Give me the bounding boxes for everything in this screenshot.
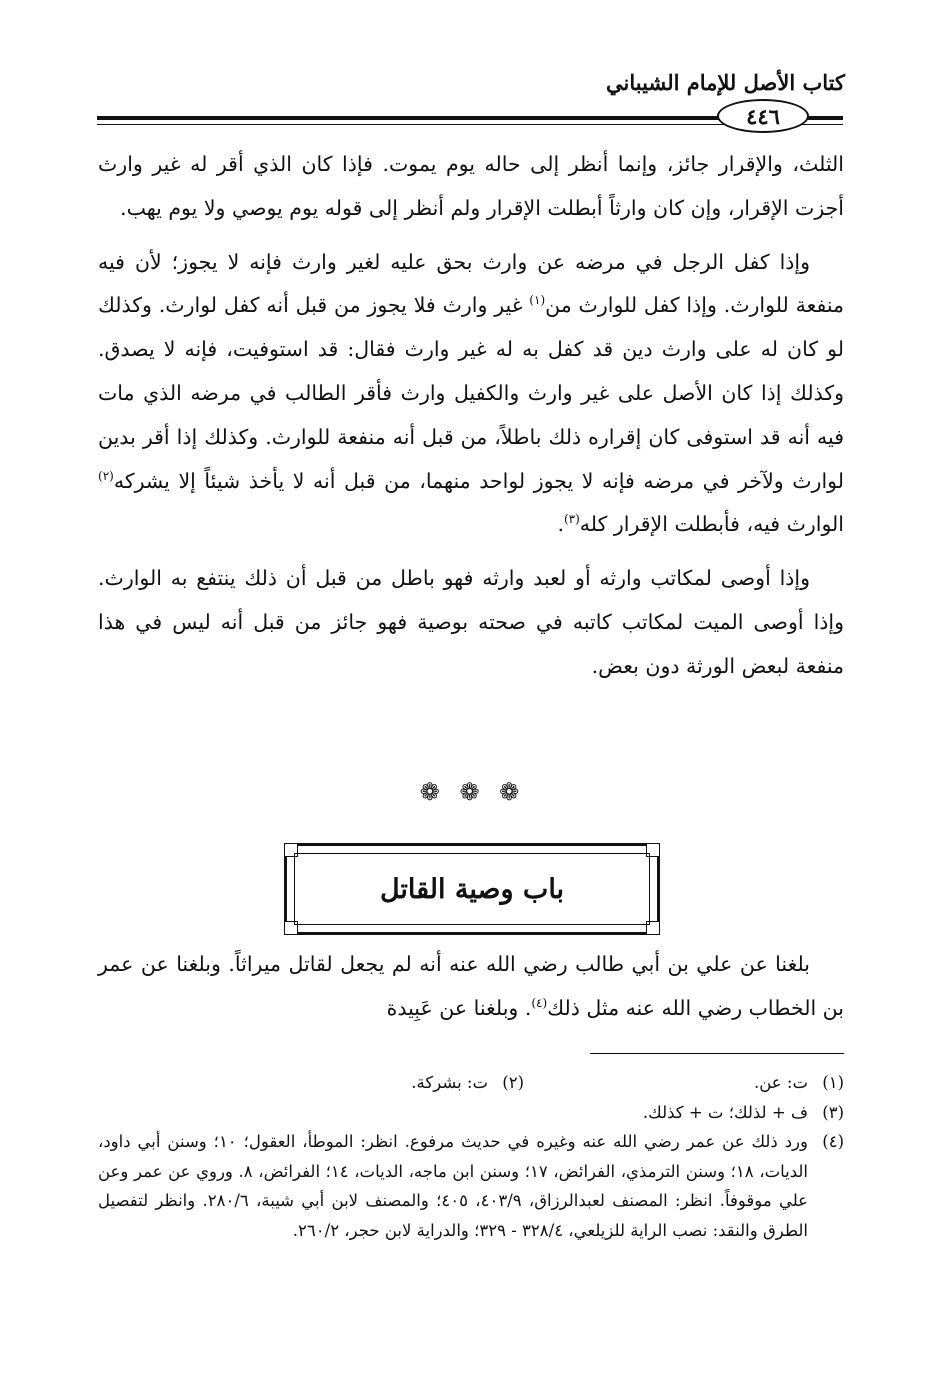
footnote-separator: [590, 1053, 844, 1054]
footnote-text: ورد ذلك عن عمر رضي الله عنه وغيره في حديث مرفوع. انظر: الموطأ، العقول؛ ١٠؛ وسنن أبي داود، الديات، ١٨؛ وسنن الترمذي، الفرائض، ١٧؛ وسنن ابن ماجه، الديات، ١٤؛ الفرائض، ٨. وروي عن عمر وعن علي موقوفاً. انظر: المصنف لعبدالرزاق، ٤٠٣/٩، ٤٠٥؛ والمصنف لابن أبي شيبة، ٢٨٠/٦. وانظر لتفصيل الطرق والنقد: نصب الراية للزيلعي، ٣٢٨/٤ - ٣٢٩؛ والدراية لابن حجر، ٢٦٠/٢.: [98, 1132, 809, 1240]
paragraph-2-part-d: .: [557, 512, 564, 537]
page-number-badge: [717, 99, 809, 133]
footnote-text: ت: بشركة.: [411, 1073, 488, 1092]
footnote-2: [204, 1068, 524, 1098]
footnote-1: [524, 1068, 844, 1098]
chapter-title-frame: [284, 843, 660, 935]
footnote-number: (٤): [822, 1132, 844, 1151]
footnote-number: (١): [822, 1073, 844, 1092]
footnote-number: (٣): [822, 1102, 844, 1122]
chapter-title: باب وصية القاتل: [379, 873, 565, 905]
chapter-paragraph-1-part-a: بلغنا عن علي بن أبي طالب رضي الله عنه أنه لم يجعل لقاتل ميراثاً. وبلغنا عن عمر بن الخطاب رضي الله عنه مثل ذلك: [98, 952, 844, 1020]
chapter-paragraph-1-part-b: . وبلغنا عن عَبِيدة: [386, 996, 532, 1020]
chapter-text: [98, 942, 844, 1030]
footnotes: [98, 1068, 844, 1245]
paragraph-2-part-c: الوارث فيه، فأبطلت الإقرار كله: [579, 512, 844, 537]
section-ornament: ❁ ❁ ❁: [419, 778, 526, 806]
chapter-title-inner: [294, 853, 650, 925]
footnote-text: ف + لذلك؛ ت + كذلك.: [642, 1102, 808, 1122]
footnote-text: ت: عن.: [754, 1073, 808, 1092]
footnote-4: [98, 1127, 844, 1245]
running-title: كتاب الأصل للإمام الشيباني: [606, 70, 845, 95]
footnote-number: (٢): [502, 1073, 524, 1092]
footnote-ref-4[interactable]: (٤): [531, 996, 548, 1011]
footnote-ref-3[interactable]: (٣): [563, 512, 580, 527]
paragraph-3: وإذا أوصى لمكاتب وارثه أو لعبد وارثه فهو باطل من قبل أن ذلك ينتفع به الوارث. وإذا أوصى الميت لمكاتب كاتبه في صحته بوصية فهو جائز من قبل أنه ليس في هذا منفعة لبعض الورثة دون بعض.: [98, 566, 844, 678]
paragraph-2-part-b: غير وارث فلا يجوز من قبل أنه كفل لوارث. وكذلك لو كان له على وارث دين قد كفل به له غير وارث فقال: قد استوفيت، فإنه لا يصدق. وكذلك إذا كان الأصل على غير وارث والكفيل وارث فأقر الطالب في مرضه الذي مات فيه أنه قد استوفى كان إقراره ذلك باطلاً، من قبل أنه منفعة للوارث. وكذلك إذا أقر بدين لوارث ولآخر في مرضه فإنه لا يجوز لواحد منهما، من قبل أنه لا يأخذ شيئاً إلا يشركه: [98, 293, 844, 493]
footnote-row-1-2: [98, 1068, 844, 1098]
page-number: ٤٤٦: [746, 103, 780, 129]
chapter-paragraph-1: [98, 942, 844, 1030]
paragraph-1: الثلث، والإقرار جائز، وإنما أنظر إلى حاله يوم يموت. فإذا كان الذي أقر له غير وارث أجزت الإقرار، وإن كان وارثاً أبطلت الإقرار ولم أنظر إلى قوله يوم يوصي ولا يوم يهب.: [98, 152, 844, 220]
footnote-ref-1[interactable]: (١): [529, 293, 546, 308]
paragraph-2-part-a: وإذا كفل الرجل في مرضه عن وارث بحق عليه لغير وارث فإنه لا يجوز؛ لأن فيه منفعة للوارث. وإذا كفل للوارث من: [98, 249, 844, 318]
footnote-ref-2[interactable]: (٢): [98, 468, 114, 483]
paragraph-2: [98, 241, 844, 548]
footnote-3: [98, 1098, 844, 1128]
main-text: [98, 143, 844, 699]
